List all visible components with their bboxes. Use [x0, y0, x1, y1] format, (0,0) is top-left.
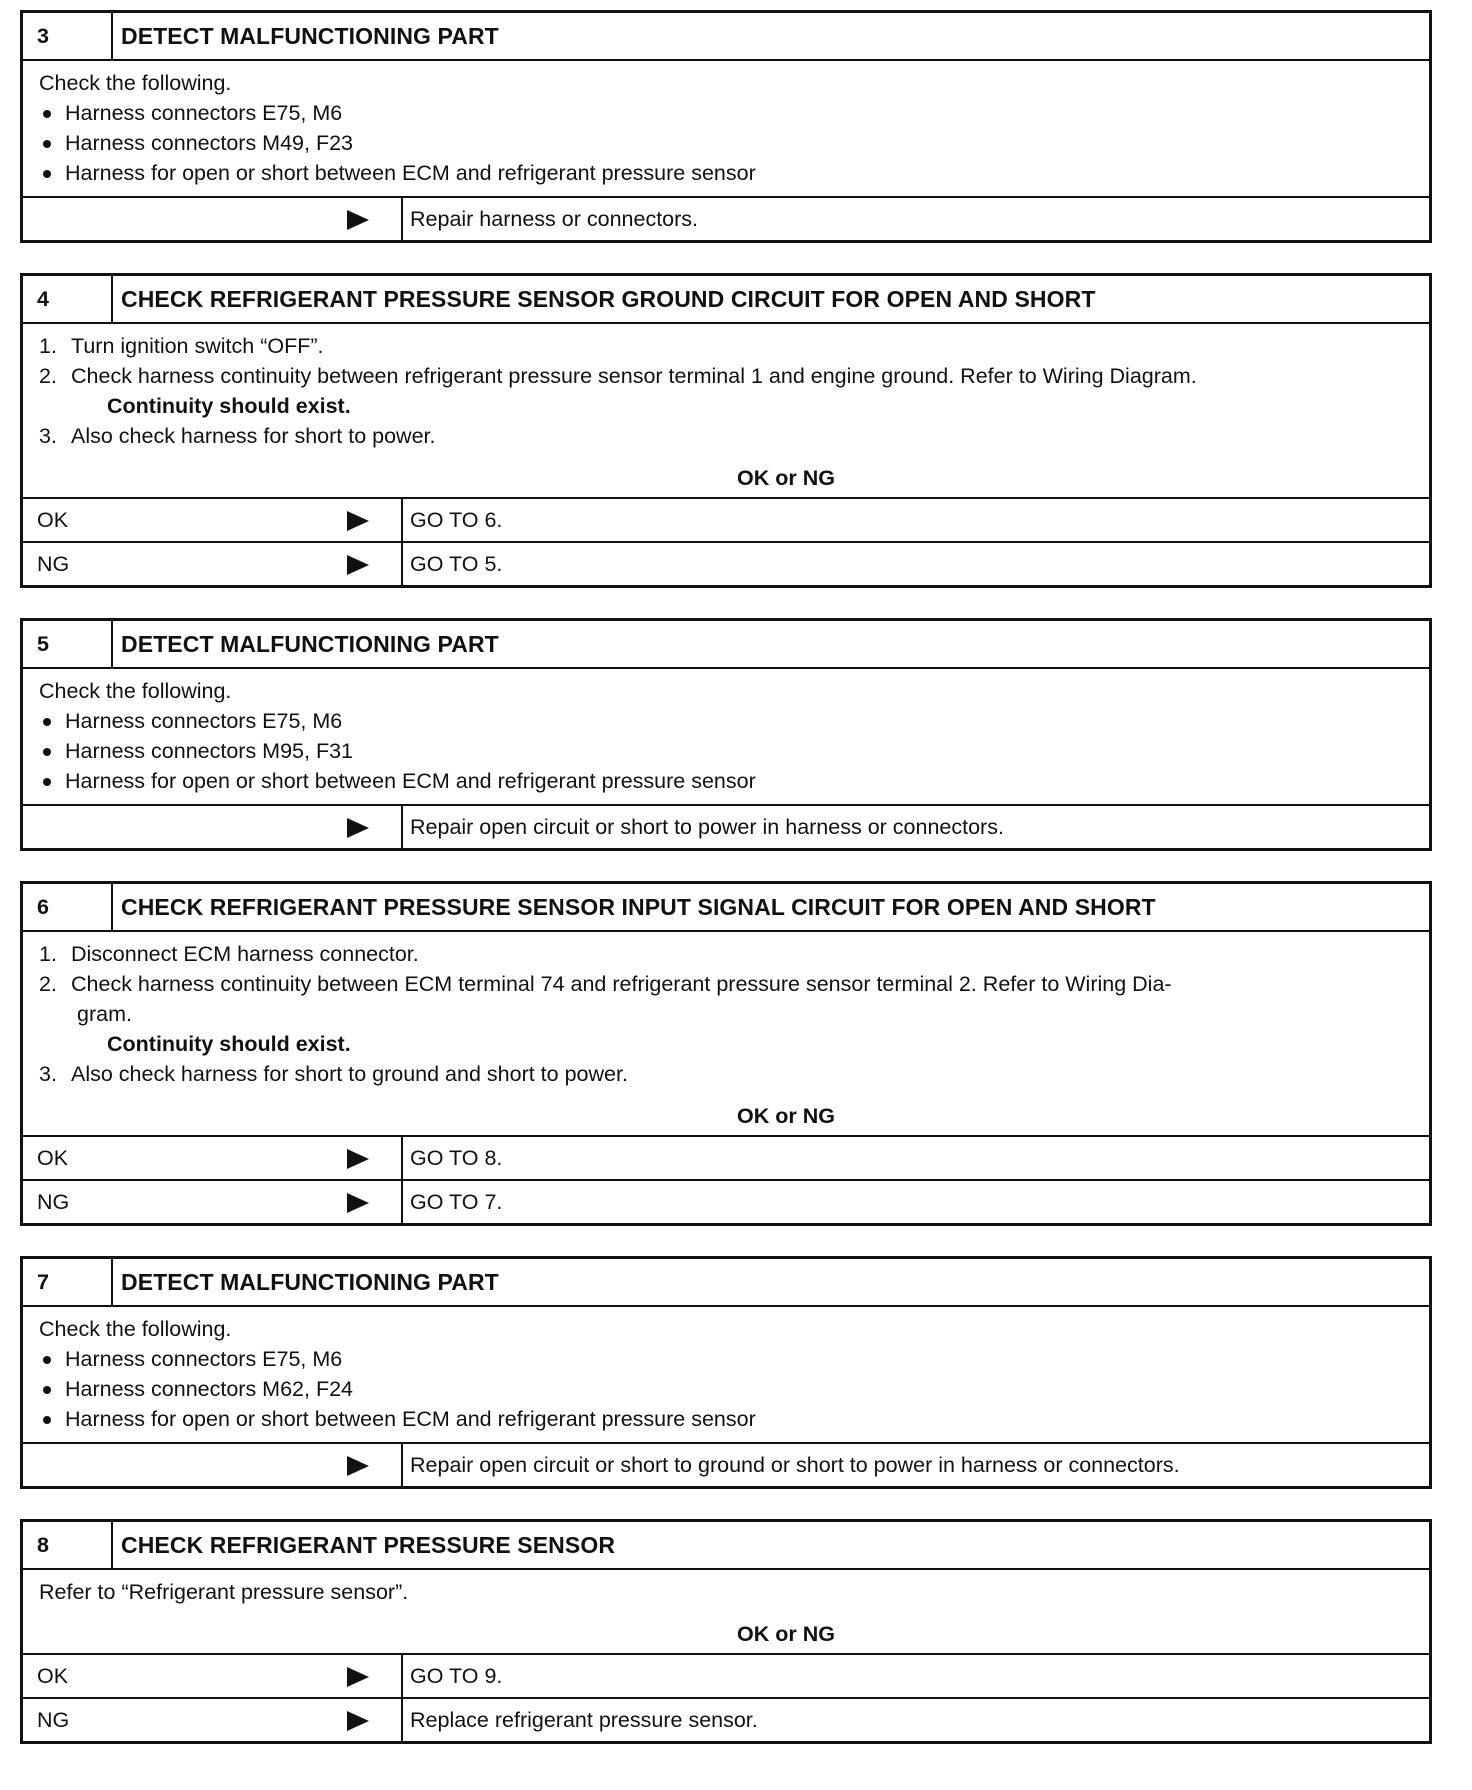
- result-label: [23, 198, 403, 240]
- step-header: [23, 13, 1429, 61]
- result-action: GO TO 5.: [410, 551, 503, 576]
- result-label: [23, 1655, 403, 1697]
- step-item-number: 2.: [39, 972, 57, 996]
- step-item-line: Check harness continuity between refrigerant pressure sensor terminal 1 and engine ground. Refer to Wiring Diagram.: [71, 364, 1197, 388]
- bullet-item: Harness for open or short between ECM and refrigerant pressure sensor: [39, 766, 1413, 796]
- arrow-right-icon: [347, 1667, 369, 1687]
- bullet-item: Harness for open or short between ECM and refrigerant pressure sensor: [39, 1404, 1413, 1434]
- step-intro: Refer to “Refrigerant pressure sensor”.: [39, 1580, 409, 1604]
- step-header: [23, 1259, 1429, 1307]
- result-action: Repair open circuit or short to ground or short to power in harness or connectors.: [410, 1452, 1180, 1477]
- ok-or-ng-label: OK or NG: [737, 466, 835, 490]
- result-condition: OK: [37, 1663, 69, 1688]
- specification: Continuity should exist.: [107, 1032, 351, 1056]
- diagnostic-procedure-page: [20, 10, 1432, 1774]
- step-body: [23, 669, 1429, 804]
- result-label: [23, 543, 403, 585]
- step-title: DETECT MALFUNCTIONING PART: [121, 1268, 499, 1295]
- arrow-right-icon: [347, 1193, 369, 1213]
- step-title: DETECT MALFUNCTIONING PART: [121, 630, 499, 657]
- result-action: Repair open circuit or short to power in harness or connectors.: [410, 814, 1004, 839]
- result-condition: OK: [37, 507, 69, 532]
- result-condition: NG: [37, 551, 70, 576]
- arrow-right-icon: [347, 555, 369, 575]
- step-item-line: Disconnect ECM harness connector.: [71, 942, 419, 966]
- bullet-item: Harness connectors E75, M6: [39, 706, 1413, 736]
- result-label: [23, 1181, 403, 1223]
- specification: Continuity should exist.: [107, 394, 351, 418]
- result-action: GO TO 9.: [410, 1663, 503, 1688]
- arrow-right-icon: [347, 511, 369, 531]
- arrow-right-icon: [347, 1149, 369, 1169]
- bullet-item: Harness connectors E75, M6: [39, 98, 1413, 128]
- result-row: [23, 1697, 1429, 1741]
- bullet-item: Harness for open or short between ECM and refrigerant pressure sensor: [39, 158, 1413, 188]
- arrow-right-icon: [347, 818, 369, 838]
- step-item-line: Turn ignition switch “OFF”.: [71, 334, 324, 358]
- result-row: [23, 497, 1429, 541]
- step-body: [23, 1570, 1429, 1615]
- arrow-right-icon: [347, 1711, 369, 1731]
- step-box-8: [20, 1519, 1432, 1744]
- result-label: [23, 1444, 403, 1486]
- step-item-number: 2.: [39, 364, 57, 388]
- step-number: 7: [23, 1259, 113, 1305]
- arrow-right-icon: [347, 210, 369, 230]
- result-label: [23, 1137, 403, 1179]
- numbered-step: [39, 1059, 1413, 1089]
- result-row: [23, 804, 1429, 848]
- step-header: [23, 621, 1429, 669]
- ok-or-ng-label: OK or NG: [737, 1104, 835, 1128]
- step-item-number: 1.: [39, 334, 57, 358]
- step-number: 5: [23, 621, 113, 667]
- numbered-step: [39, 361, 1413, 391]
- step-number: 4: [23, 276, 113, 322]
- step-item-text: [71, 969, 1172, 1029]
- step-item-text: [71, 361, 1197, 391]
- result-row: [23, 541, 1429, 585]
- step-box-7: [20, 1256, 1432, 1489]
- step-item-number: 1.: [39, 942, 57, 966]
- arrow-right-icon: [347, 1456, 369, 1476]
- result-condition: OK: [37, 1145, 69, 1170]
- result-action: Replace refrigerant pressure sensor.: [410, 1707, 758, 1732]
- numbered-step: [39, 331, 1413, 361]
- step-item-text: [71, 939, 419, 969]
- step-body: [23, 324, 1429, 459]
- step-item-line: Check harness continuity between ECM terminal 74 and refrigerant pressure sensor terminal 2. Refer to Wiring Dia-: [71, 972, 1172, 996]
- ok-or-ng-label: OK or NG: [737, 1622, 835, 1646]
- result-row: [23, 1653, 1429, 1697]
- step-header: [23, 884, 1429, 932]
- bullet-item: Harness connectors E75, M6: [39, 1344, 1413, 1374]
- result-row: [23, 196, 1429, 240]
- step-box-3: [20, 10, 1432, 243]
- result-label: [23, 806, 403, 848]
- step-intro: Check the following.: [39, 71, 232, 95]
- step-body: [23, 61, 1429, 196]
- numbered-step: [39, 939, 1413, 969]
- result-row: [23, 1135, 1429, 1179]
- step-title: CHECK REFRIGERANT PRESSURE SENSOR INPUT SIGNAL CIRCUIT FOR OPEN AND SHORT: [121, 893, 1156, 920]
- result-condition: NG: [37, 1707, 70, 1732]
- step-item-number: 3.: [39, 1062, 57, 1086]
- step-item-text: [71, 1059, 628, 1089]
- numbered-step: [39, 421, 1413, 451]
- step-header: [23, 1522, 1429, 1570]
- step-title: DETECT MALFUNCTIONING PART: [121, 22, 499, 49]
- step-number: 6: [23, 884, 113, 930]
- bullet-item: Harness connectors M95, F31: [39, 736, 1413, 766]
- step-header: [23, 276, 1429, 324]
- result-action: GO TO 7.: [410, 1189, 503, 1214]
- result-action: GO TO 8.: [410, 1145, 503, 1170]
- step-box-6: [20, 881, 1432, 1226]
- step-body: [23, 932, 1429, 1097]
- bullet-item: Harness connectors M49, F23: [39, 128, 1413, 158]
- result-action: GO TO 6.: [410, 507, 503, 532]
- result-row: [23, 1442, 1429, 1486]
- step-item-line: Also check harness for short to power.: [71, 424, 436, 448]
- step-item-number: 3.: [39, 424, 57, 448]
- result-row: [23, 1179, 1429, 1223]
- step-title: CHECK REFRIGERANT PRESSURE SENSOR: [121, 1531, 616, 1558]
- step-intro: Check the following.: [39, 679, 232, 703]
- step-box-4: [20, 273, 1432, 588]
- result-label: [23, 1699, 403, 1741]
- step-item-text: [71, 421, 435, 451]
- result-label: [23, 499, 403, 541]
- numbered-step: [39, 969, 1413, 1029]
- step-number: 3: [23, 13, 113, 59]
- result-action: Repair harness or connectors.: [410, 206, 699, 231]
- step-intro: Check the following.: [39, 1317, 232, 1341]
- step-item-line: gram.: [77, 1002, 132, 1026]
- step-title: CHECK REFRIGERANT PRESSURE SENSOR GROUND CIRCUIT FOR OPEN AND SHORT: [121, 285, 1096, 312]
- step-number: 8: [23, 1522, 113, 1568]
- step-body: [23, 1307, 1429, 1442]
- result-condition: NG: [37, 1189, 70, 1214]
- step-item-text: [71, 331, 323, 361]
- step-box-5: [20, 618, 1432, 851]
- step-item-line: Also check harness for short to ground and short to power.: [71, 1062, 628, 1086]
- bullet-item: Harness connectors M62, F24: [39, 1374, 1413, 1404]
